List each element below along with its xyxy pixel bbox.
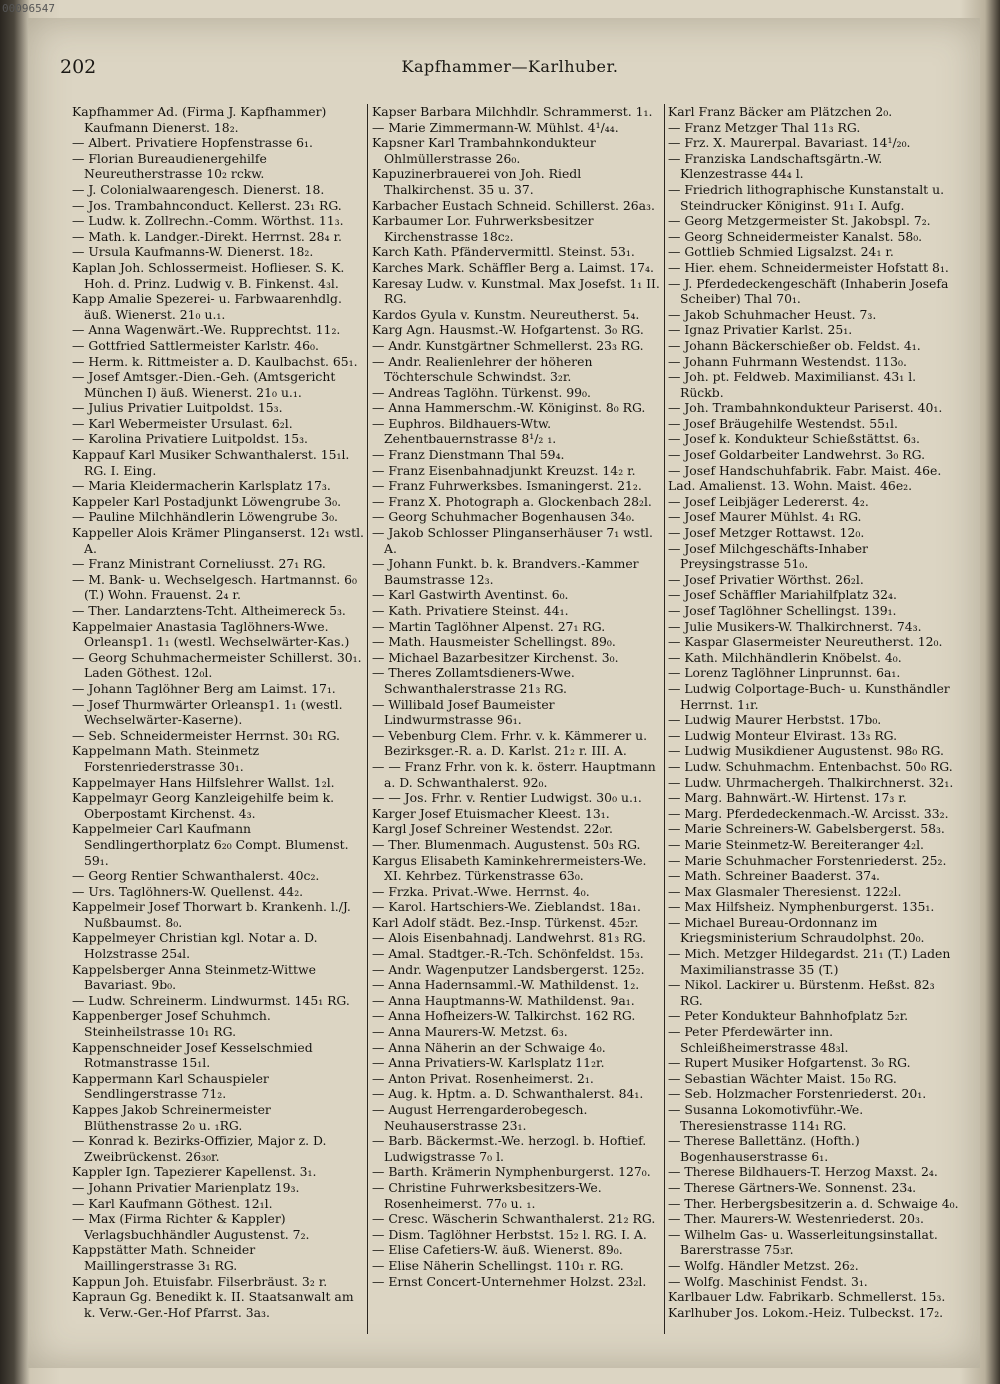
directory-entry: — Martin Taglöhner Alpenst. 27₁ RG.: [372, 618, 606, 634]
directory-entry: — Franz Fuhrwerksbes. Ismaningerst. 21₂.: [372, 478, 642, 494]
directory-entry: — Konrad k. Bezirks-Offizier, Major z. D. Zweibrückenst. 26₃₀r.: [72, 1133, 327, 1164]
directory-entry: Kappermann Karl Schauspieler Sendlingerstrasse 71₂.: [72, 1070, 269, 1102]
directory-entry: — Josef Leibjäger Ledererst. 4₂.: [668, 493, 869, 509]
directory-entry: — Theres Zollamtsdieners-Wwe. Schwanthalerstrasse 21₃ RG.: [372, 665, 575, 696]
directory-entry: — Friedrich lithographische Kunstanstalt u. Steindrucker Königinst. 91₁ I. Aufg.: [668, 181, 945, 213]
directory-entry: — Ernst Concert-Unternehmer Holzst. 23₂l.: [372, 1273, 647, 1289]
directory-entry: — Amal. Stadtger.-R.-Tch. Schönfeldst. 15₃.: [372, 946, 644, 962]
directory-entry: Karches Mark. Schäffler Berg a. Laimst. 17₄.: [372, 259, 654, 275]
directory-entry: — Willibald Josef Baumeister Lindwurmstrasse 96₁.: [372, 696, 555, 728]
directory-entry: — Joh. pt. Feldweb. Maximilianst. 43₁ l. Rückb.: [668, 369, 917, 400]
directory-entry: — Julius Privatier Luitpoldst. 15₃.: [72, 400, 283, 416]
directory-entry: — Sebastian Wächter Maist. 15₀ RG.: [668, 1070, 897, 1086]
directory-entry: — Jakob Schlosser Plinganserhäuser 7₁ wstl. A.: [372, 525, 653, 556]
directory-entry: — Dism. Taglöhner Herbstst. 15₂ l. RG. I. A.: [372, 1226, 647, 1242]
directory-entry: — Franziska Landschaftsgärtn.-W. Klenzestrasse 44₄ l.: [668, 150, 883, 182]
directory-entry: — Mich. Metzger Hildegardst. 21₁ (T.) Laden Maximilianstrasse 35 (T.): [668, 946, 951, 977]
directory-entry: — Christine Fuhrwerksbesitzers-We. Rosenheimerst. 77₀ u. ₁.: [372, 1179, 602, 1211]
directory-entry: — Josef Metzger Rottawst. 12₀.: [668, 525, 865, 541]
directory-entry: — Wolfg. Händler Metzst. 26₂.: [668, 1257, 859, 1273]
directory-entry: Karbaumer Lor. Fuhrwerksbesitzer Kirchenstrasse 18c₂.: [372, 213, 594, 244]
directory-entry: — Franz Ministrant Corneliusst. 27₁ RG.: [72, 556, 326, 572]
directory-entry: — Anna Maurers-W. Metzst. 6₃.: [372, 1024, 568, 1040]
directory-entry: — Herm. k. Rittmeister a. D. Kaulbachst. 65₁.: [72, 353, 358, 369]
directory-entry: — Georg Metzgermeister St. Jakobspl. 7₂.: [668, 213, 931, 229]
directory-entry: Kapfhammer Ad. (Firma J. Kapfhammer) Kaufmann Dienerst. 18₂.: [72, 104, 327, 135]
directory-entry: — Franz Metzger Thal 11₃ RG.: [668, 119, 861, 135]
column-divider: [367, 104, 368, 1334]
directory-entry: Kappler Ign. Tapezierer Kapellenst. 3₁.: [72, 1164, 317, 1180]
directory-entry: — Ludwig Colportage-Buch- u. Kunsthändler Herrnst. 1₁r.: [668, 680, 950, 712]
directory-entry: Kappun Joh. Etuisfabr. Filserbräust. 3₂ r.: [72, 1273, 328, 1289]
directory-entry: Kappelmeier Carl Kaufmann Sendlingerthorplatz 6₂₀ Compt. Blumenst. 59₁.: [72, 821, 349, 868]
directory-entry: — Florian Bureaudienergehilfe Neureutherstrasse 10₂ rckw.: [72, 150, 267, 182]
directory-entry: — Jakob Schuhmacher Heust. 7₃.: [668, 306, 877, 322]
directory-entry: Kappenschneider Josef Kesselschmied Rotmanstrasse 15₁l.: [72, 1039, 313, 1071]
directory-entry: — Ther. Herbergsbesitzerin a. d. Schwaige 4₀.: [668, 1195, 959, 1211]
directory-entry: — Johann Bäckerschießer ob. Feldst. 4₁.: [668, 337, 921, 353]
directory-entry: — Vebenburg Clem. Frhr. v. k. Kämmerer u. Bezirksger.-R. a. D. Karlst. 21₂ r. III. A.: [372, 727, 648, 759]
directory-entry: — Aug. k. Hptm. a. D. Schwanthalerst. 84₁.: [372, 1086, 644, 1102]
directory-entry: Kardos Gyula v. Kunstm. Neureutherst. 5₄.: [372, 306, 640, 322]
directory-entry: — Andreas Taglöhn. Türkenst. 99₀.: [372, 384, 591, 400]
directory-entry: Karl Franz Bäcker am Plätzchen 2₀.: [668, 104, 893, 119]
directory-entry: — Alois Eisenbahnadj. Landwehrst. 81₃ RG.: [372, 930, 646, 946]
directory-entry: — Kath. Milchhändlerin Knöbelst. 4₀.: [668, 649, 902, 665]
directory-column-3: [668, 104, 960, 1320]
directory-entry: — Josef Privatier Wörthst. 26₂l.: [668, 571, 864, 587]
directory-entry: Karg Agn. Hausmst.-W. Hofgartenst. 3₀ RG.: [372, 322, 644, 338]
column-divider: [664, 104, 665, 1334]
directory-entry: — Georg Schuhmacher Bogenhausen 34₀.: [372, 509, 635, 525]
directory-entry: — Hier. ehem. Schneidermeister Hofstatt 8₁.: [668, 259, 949, 275]
directory-entry: — Ludwig Musikdiener Augustenst. 98₀ RG.: [668, 743, 944, 759]
directory-entry: Kapser Barbara Milchhdlr. Schrammerst. 1₁.: [372, 104, 653, 119]
directory-entry: — Barth. Krämerin Nymphenburgerst. 127₀.: [372, 1164, 651, 1180]
directory-entry: — J. Pferdedeckengeschäft (Inhaberin Josefa Scheiber) Thal 70₁.: [668, 275, 949, 307]
directory-entry: — Michael Bureau-Ordonnanz im Kriegsministerium Schraudolphst. 20₀.: [668, 914, 925, 946]
directory-entry: — Jos. Trambahnconduct. Kellerst. 23₁ RG.: [72, 197, 342, 213]
directory-entry: — Peter Pferdewärter inn. Schleißheimerstrasse 48₃l.: [668, 1024, 849, 1055]
directory-entry: — Wolfg. Maschinist Fendst. 3₁.: [668, 1273, 868, 1289]
directory-entry: — Ludwig Monteur Elvirast. 13₃ RG.: [668, 727, 898, 743]
directory-entry: Kappstätter Math. Schneider Maillingerstrasse 3₁ RG.: [72, 1242, 256, 1273]
directory-entry: — Rupert Musiker Hofgartenst. 3₀ RG.: [668, 1055, 911, 1071]
directory-entry: — Johann Taglöhner Berg am Laimst. 17₁.: [72, 680, 336, 696]
directory-entry: — Elise Cafetiers-W. äuß. Wienerst. 89₀.: [372, 1242, 623, 1258]
directory-entry: Kapp Amalie Spezerei- u. Farbwaarenhdlg. äuß. Wienerst. 21₀ u.₁.: [72, 291, 342, 322]
directory-entry: — Joh. Trambahnkondukteur Pariserst. 40₁.: [668, 400, 943, 416]
directory-entry: — Anna Hofheizers-W. Talkirchst. 162 RG.: [372, 1008, 636, 1024]
running-head: Kapfhammer—Karlhuber.: [401, 57, 619, 76]
directory-entry: — Anna Hammerschm.-W. Königinst. 8₀ RG.: [372, 400, 646, 416]
directory-entry: — Georg Rentier Schwanthalerst. 40c₂.: [72, 868, 320, 884]
directory-entry: — — Jos. Frhr. v. Rentier Ludwigst. 30₀ u.₁.: [372, 790, 642, 806]
directory-entry: Kapraun Gg. Benedikt k. II. Staatsanwalt am k. Verw.-Ger.-Hof Pfarrst. 3a₃.: [72, 1289, 354, 1320]
directory-entry: — Urs. Taglöhners-W. Quellenst. 44₂.: [72, 883, 304, 899]
page-header: [60, 56, 960, 86]
directory-entry: Karbacher Eustach Schneid. Schillerst. 26a₃.: [372, 197, 655, 213]
directory-entry: Kappeler Karl Postadjunkt Löwengrube 3₀.: [72, 493, 342, 509]
directory-entry: — Ludw. k. Zollrechn.-Comm. Wörthst. 11₃.: [72, 213, 344, 229]
directory-entry: — Max Glasmaler Theresienst. 122₂l.: [668, 883, 902, 899]
directory-entry: — Peter Kondukteur Bahnhofplatz 5₂r.: [668, 1008, 909, 1024]
page-number: 202: [60, 56, 97, 78]
directory-entry: Karch Kath. Pfändervermittl. Steinst. 53₁.: [372, 244, 635, 260]
directory-entry: — Franz X. Photograph a. Glockenbach 28₂l.: [372, 493, 652, 509]
directory-entry: — Anton Privat. Rosenheimerst. 2₁.: [372, 1070, 594, 1086]
directory-entry: — Andr. Realienlehrer der höheren Töchterschule Schwindst. 3₂r.: [372, 353, 593, 385]
directory-entry: — Franz Eisenbahnadjunkt Kreuzst. 14₂ r.: [372, 462, 636, 478]
directory-entry: — Josef Goldarbeiter Landwehrst. 3₀ RG.: [668, 447, 926, 463]
directory-entry: Kappeller Alois Krämer Plinganserst. 12₁ wstl. A.: [72, 525, 364, 556]
directory-column-2: [372, 104, 664, 1289]
directory-entry: — Georg Schneidermeister Kanalst. 58₀.: [668, 228, 923, 244]
directory-entry: — Marie Schuhmacher Forstenriederst. 25₂.: [668, 852, 947, 868]
directory-entry: — Josef Schäffler Mariahilfplatz 32₄.: [668, 587, 897, 603]
directory-entry: — Kaspar Glasermeister Neureutherst. 12₀.: [668, 634, 943, 650]
directory-entry: — Ther. Maurers-W. Westenriederst. 20₃.: [668, 1211, 924, 1227]
directory-entry: — Franz Dienstmann Thal 59₄.: [372, 447, 565, 463]
directory-entry: — Ludw. Schuhmachm. Entenbachst. 50₀ RG.: [668, 758, 953, 774]
directory-entry: — Albert. Privatiere Hopfenstrasse 6₁.: [72, 135, 313, 151]
directory-entry: Kappelmeyer Christian kgl. Notar a. D. Holzstrasse 25₄l.: [72, 930, 318, 962]
directory-entry: — Josef Thurmwärter Orleansp1. 1₁ (westl. Wechselwärter-Kaserne).: [72, 696, 343, 728]
directory-entry: Kaplan Joh. Schlossermeist. Hoflieser. S. K. Hoh. d. Prinz. Ludwig v. B. Finkenst. 4₃l.: [72, 259, 345, 291]
directory-entry: — M. Bank- u. Wechselgesch. Hartmannst. 6₀ (T.) Wohn. Frauenst. 2₄ r.: [72, 571, 357, 603]
directory-entry: — Andr. Wagenputzer Landsbergerst. 125₂.: [372, 961, 645, 977]
directory-entry: Lad. Amalienst. 13. Wohn. Maist. 46e₂.: [668, 478, 913, 494]
directory-entry: Kappelsberger Anna Steinmetz-Wittwe Bavariast. 9b₀.: [72, 961, 316, 993]
directory-entry: Kappelmeir Josef Thorwart b. Krankenh. l./J. Nußbaumst. 8₀.: [72, 899, 351, 930]
directory-entry: — Cresc. Wäscherin Schwanthalerst. 21₂ RG.: [372, 1211, 656, 1227]
directory-entry: — Johann Fuhrmann Westendst. 113₀.: [668, 353, 907, 369]
directory-entry: — Max (Firma Richter & Kappler) Verlagsbuchhändler Augustenst. 7₂.: [72, 1211, 310, 1242]
directory-entry: Kappelmaier Anastasia Taglöhners-Wwe. Orleansp1. 1₁ (westl. Wechselwärter-Kas.): [72, 618, 350, 650]
directory-entry: — Gottfried Sattlermeister Karlstr. 46₀.: [72, 337, 319, 353]
directory-entry: — Math. Hausmeister Schellingst. 89₀.: [372, 634, 616, 650]
directory-entry: — Ther. Landarztens-Tcht. Altheimereck 5₃.: [72, 603, 346, 618]
directory-entry: Karger Josef Etuismacher Kleest. 13₁.: [372, 805, 610, 821]
directory-entry: — Marie Steinmetz-W. Bereiteranger 4₂l.: [668, 836, 924, 852]
directory-entry: — Marg. Bahnwärt.-W. Hirtenst. 17₃ r.: [668, 790, 907, 806]
directory-entry: — Andr. Kunstgärtner Schmellerst. 23₃ RG.: [372, 337, 644, 353]
directory-entry: — Nikol. Lackirer u. Bürstenm. Heßst. 82₃ RG.: [668, 977, 935, 1008]
directory-entry: — Ther. Blumenmach. Augustenst. 50₃ RG.: [372, 836, 641, 852]
directory-entry: Karesay Ludw. v. Kunstmal. Max Josefst. 1₁ II. RG.: [372, 275, 660, 307]
directory-entry: Kargl Josef Schreiner Westendst. 22₀r.: [372, 821, 613, 837]
directory-entry: — Michael Bazarbesitzer Kirchenst. 3₀.: [372, 649, 619, 665]
directory-entry: — Lorenz Taglöhner Linprunnst. 6a₁.: [668, 665, 901, 681]
directory-entry: — Josef Amtsger.-Dien.-Geh. (Amtsgericht München I) äuß. Wienerst. 21₀ u.₁.: [72, 369, 336, 400]
directory-entry: Karl Adolf städt. Bez.-Insp. Türkenst. 45₂r.: [372, 914, 639, 930]
directory-entry: Kapuzinerbrauerei von Joh. Riedl Thalkirchenst. 35 u. 37.: [372, 166, 582, 197]
scan-id: 00096547: [2, 2, 55, 15]
directory-entry: — Marie Zimmermann-W. Mühlst. 4¹/₄₄.: [372, 119, 619, 135]
directory-entry: — Anna Hauptmanns-W. Mathildenst. 9a₁.: [372, 992, 635, 1008]
directory-entry: Kappelmann Math. Steinmetz Forstenriederstrasse 30₁.: [72, 743, 260, 774]
directory-entry: — Maria Kleidermacherin Karlsplatz 17₃.: [72, 478, 331, 494]
directory-entry: — Math. k. Landger.-Direkt. Herrnst. 28₄ r.: [72, 228, 342, 244]
directory-entry: — Therese Bildhauers-T. Herzog Maxst. 2₄.: [668, 1164, 938, 1180]
directory-entry: — Therese Gärtners-We. Sonnenst. 23₄.: [668, 1179, 917, 1195]
directory-entry: — Josef Milchgeschäfts-Inhaber Preysingstrasse 51₀.: [668, 540, 868, 572]
directory-entry: Kappes Jakob Schreinermeister Blüthenstrasse 2₀ u. ₁RG.: [72, 1102, 271, 1133]
directory-entry: Kapsner Karl Trambahnkonduktеur Ohlmüllerstrasse 26₀.: [372, 135, 596, 166]
directory-entry: Kappenberger Josef Schuhmch. Steinheilstrasse 10₁ RG.: [72, 1008, 271, 1040]
directory-entry: — Karol. Hartschiers-We. Zieblandst. 18a₁.: [372, 899, 641, 915]
directory-entry: — Josef Handschuhfabrik. Fabr. Maist. 46e.: [668, 462, 942, 478]
directory-entry: — Ludwig Maurer Herbstst. 17b₀.: [668, 712, 882, 728]
directory-entry: Kappelmayr Georg Kanzleigehilfe beim k. Oberpostamt Kirchenst. 4₃.: [72, 790, 335, 821]
directory-entry: — Euphros. Bildhauers-Wtw. Zehentbauernstrasse 8¹/₂ ₁.: [372, 415, 557, 447]
directory-entry: — Ludw. Uhrmachergeh. Thalkirchnerst. 32₁.: [668, 774, 954, 790]
directory-entry: — Ursula Kaufmanns-W. Dienerst. 18₂.: [72, 244, 314, 260]
directory-entry: — Seb. Schneidermeister Herrnst. 30₁ RG.: [72, 727, 340, 743]
directory-entry: — Karolina Privatiere Luitpoldst. 15₃.: [72, 431, 308, 447]
directory-entry: Kappauf Karl Musiker Schwanthalerst. 15₁l. RG. I. Eing.: [72, 447, 350, 478]
directory-entry: — Julie Musikers-W. Thalkirchnerst. 74₃.: [668, 618, 922, 634]
directory-entry: — Karl Gastwirth Aventinst. 6₀.: [372, 587, 569, 603]
directory-entry: — Barb. Bäckermst.-We. herzogl. b. Hoftief. Ludwigstrasse 7₀ l.: [372, 1133, 647, 1164]
directory-entry: — Gottlieb Schmied Ligsalzst. 24₁ r.: [668, 244, 894, 260]
directory-entry: — Ignaz Privatier Karlst. 25₁.: [668, 322, 853, 338]
directory-entry: — Frzka. Privat.-Wwe. Herrnst. 4₀.: [372, 883, 590, 899]
directory-entry: — Karl Webermeister Ursulast. 6₂l.: [72, 415, 293, 431]
directory-entry: — Josef Taglöhner Schellingst. 139₁.: [668, 603, 897, 618]
directory-entry: — Math. Schreiner Baaderst. 37₄.: [668, 868, 880, 884]
directory-entry: — Josef Maurer Mühlst. 4₁ RG.: [668, 509, 862, 525]
directory-entry: — Wilhelm Gas- u. Wasserleitungsinstallat. Barerstrasse 75₃r.: [668, 1226, 938, 1258]
directory-entry: Karlhuber Jos. Lokom.-Heiz. Tulbeckst. 17₂.: [668, 1304, 944, 1320]
directory-entry: — Max Hilfsheiz. Nymphenburgerst. 135₁.: [668, 899, 935, 915]
directory-entry: Kappelmayer Hans Hilfslehrer Wallst. 1₂l.: [72, 774, 335, 790]
directory-entry: — Anna Hadernsamml.-W. Mathildenst. 1₂.: [372, 977, 640, 993]
directory-entry: — Johann Privatier Marienplatz 19₃.: [72, 1179, 300, 1195]
directory-entry: — Ludw. Schreinerm. Lindwurmst. 145₁ RG.: [72, 992, 350, 1008]
directory-entry: Karlbauer Ldw. Fabrikarb. Schmellerst. 15₃.: [668, 1289, 946, 1305]
directory-entry: — Anna Privatiers-W. Karlsplatz 11₂r.: [372, 1055, 605, 1071]
directory-entry: — Josef k. Kondukteur Schießstättst. 6₃.: [668, 431, 920, 447]
directory-entry: — Karl Kaufmann Göthest. 12₁l.: [72, 1195, 273, 1211]
directory-entry: — Anna Wagenwärt.-We. Rupprechtst. 11₂.: [72, 322, 341, 338]
directory-entry: — Anna Näherin an der Schwaige 4₀.: [372, 1039, 606, 1055]
directory-entry: — Frz. X. Maurerpal. Bavariast. 14¹/₂₀.: [668, 135, 911, 151]
directory-entry: — August Herrengarderobegesch. Neuhauserstrasse 23₁.: [372, 1102, 588, 1133]
directory-entry: — Kath. Privatiere Steinst. 44₁.: [372, 603, 569, 618]
directory-entry: — Josef Bräugehilfe Westendst. 55₁l.: [668, 415, 898, 431]
directory-entry: — Pauline Milchhändlerin Löwengrube 3₀.: [72, 509, 338, 525]
directory-column-1: [72, 104, 364, 1320]
directory-entry: — — Franz Frhr. von k. k. österr. Hauptmann a. D. Schwanthalerst. 92₀.: [372, 758, 656, 790]
directory-entry: — Johann Funkt. b. k. Brandvers.-Kammer Baumstrasse 12₃.: [372, 556, 639, 587]
directory-entry: — Elise Näherin Schellingst. 110₁ r. RG.: [372, 1257, 624, 1273]
directory-entry: — Seb. Holzmacher Forstenriederst. 20₁.: [668, 1086, 927, 1102]
directory-entry: — Marg. Pferdedeckenmach.-W. Arcisst. 33₂.: [668, 805, 949, 821]
directory-entry: — J. Colonialwaarengesch. Dienerst. 18.: [72, 181, 325, 197]
directory-entry: — Therese Ballettänz. (Hofth.) Bogenhauserstrasse 6₁.: [668, 1133, 860, 1164]
directory-entry: — Marie Schreiners-W. Gabelsbergerst. 58₃.: [668, 821, 945, 837]
directory-entry: Kargus Elisabeth Kaminkehrermeisters-We. XI. Kehrbez. Türkenstrasse 63₀.: [372, 852, 647, 884]
directory-entry: — Georg Schuhmachermeister Schillerst. 30₁. Laden Göthest. 12₀l.: [72, 649, 362, 681]
directory-entry: — Susanna Lokomotivführ.-We. Theresienstrasse 114₁ RG.: [668, 1102, 864, 1133]
